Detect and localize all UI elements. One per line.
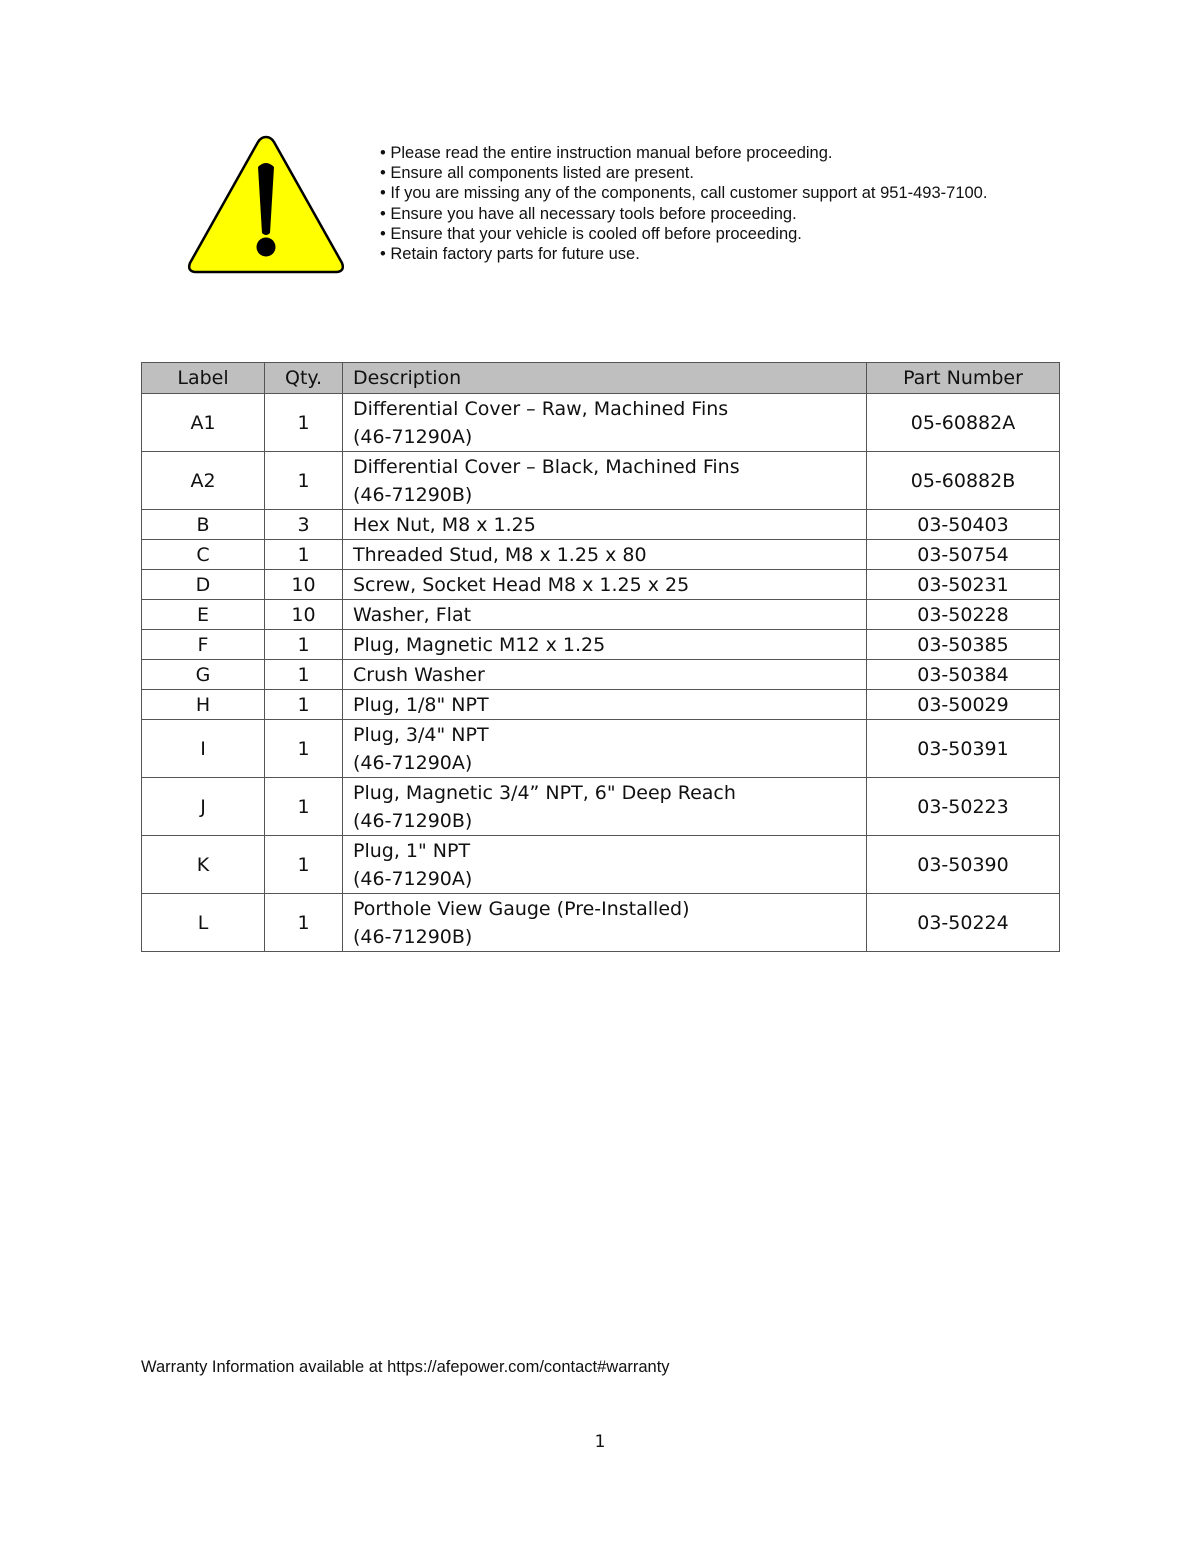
cell-label: A1 xyxy=(142,394,265,452)
table-row xyxy=(142,894,1060,952)
cell-description: Washer, Flat xyxy=(343,600,867,630)
cell-qty: 1 xyxy=(265,540,343,570)
cell-part-number: 03-50384 xyxy=(867,660,1060,690)
cell-label: A2 xyxy=(142,452,265,510)
table-header-row xyxy=(142,363,1060,394)
cell-description: Plug, Magnetic M12 x 1.25 xyxy=(343,630,867,660)
description-line: Differential Cover – Black, Machined Fins xyxy=(353,455,740,478)
cell-description xyxy=(343,394,867,452)
cell-qty: 1 xyxy=(265,836,343,894)
table-row xyxy=(142,600,1060,630)
description-line: Plug, 3/4" NPT xyxy=(353,723,489,746)
warning-note: • Ensure that your vehicle is cooled off before proceeding. xyxy=(380,224,802,243)
cell-description xyxy=(343,452,867,510)
cell-description: Screw, Socket Head M8 x 1.25 x 25 xyxy=(343,570,867,600)
cell-label: C xyxy=(142,540,265,570)
cell-part-number: 03-50224 xyxy=(867,894,1060,952)
cell-description: Plug, 1/8" NPT xyxy=(343,690,867,720)
table-row xyxy=(142,660,1060,690)
cell-description xyxy=(343,836,867,894)
warning-note: • Retain factory parts for future use. xyxy=(380,245,640,264)
cell-part-number: 03-50391 xyxy=(867,720,1060,778)
table-row xyxy=(142,630,1060,660)
cell-description xyxy=(343,720,867,778)
cell-part-number: 03-50231 xyxy=(867,570,1060,600)
cell-part-number: 03-50223 xyxy=(867,778,1060,836)
cell-part-number: 05-60882B xyxy=(867,452,1060,510)
description-line: (46-71290B) xyxy=(353,483,473,506)
cell-qty: 10 xyxy=(265,600,343,630)
cell-label: F xyxy=(142,630,265,660)
cell-description xyxy=(343,778,867,836)
cell-part-number: 03-50403 xyxy=(867,510,1060,540)
cell-label: J xyxy=(142,778,265,836)
cell-qty: 1 xyxy=(265,894,343,952)
cell-part-number: 03-50228 xyxy=(867,600,1060,630)
cell-label: L xyxy=(142,894,265,952)
warning-note: • Please read the entire instruction manual before proceeding. xyxy=(380,144,833,162)
header-qty: Qty. xyxy=(265,363,343,394)
cell-part-number: 03-50390 xyxy=(867,836,1060,894)
cell-label: K xyxy=(142,836,265,894)
cell-label: E xyxy=(142,600,265,630)
cell-description: Hex Nut, M8 x 1.25 xyxy=(343,510,867,540)
table-row xyxy=(142,836,1060,894)
cell-qty: 1 xyxy=(265,452,343,510)
header-description: Description xyxy=(343,363,867,394)
warning-exclamation-icon xyxy=(185,133,347,275)
table-row xyxy=(142,394,1060,452)
cell-part-number: 03-50385 xyxy=(867,630,1060,660)
cell-qty: 1 xyxy=(265,660,343,690)
table-row xyxy=(142,540,1060,570)
description-line: Plug, 1" NPT xyxy=(353,839,471,862)
cell-label: I xyxy=(142,720,265,778)
header-part-number: Part Number xyxy=(867,363,1060,394)
cell-qty: 1 xyxy=(265,690,343,720)
table-row xyxy=(142,570,1060,600)
cell-label: D xyxy=(142,570,265,600)
description-line: Plug, Magnetic 3/4” NPT, 6" Deep Reach xyxy=(353,781,736,804)
description-line: (46-71290B) xyxy=(353,925,473,948)
cell-part-number: 03-50754 xyxy=(867,540,1060,570)
cell-qty: 1 xyxy=(265,778,343,836)
cell-qty: 10 xyxy=(265,570,343,600)
cell-part-number: 05-60882A xyxy=(867,394,1060,452)
table-row xyxy=(142,720,1060,778)
warning-note: • If you are missing any of the components, call customer support at 951-493-7100. xyxy=(380,184,988,203)
parts-table xyxy=(141,362,1060,952)
warning-notes xyxy=(380,143,1140,264)
cell-qty: 1 xyxy=(265,720,343,778)
cell-qty: 3 xyxy=(265,510,343,540)
warranty-info: Warranty Information available at https://afepower.com/contact#warranty xyxy=(141,1358,670,1376)
cell-qty: 1 xyxy=(265,630,343,660)
description-line: Porthole View Gauge (Pre-Installed) xyxy=(353,897,690,920)
description-line: (46-71290B) xyxy=(353,809,473,832)
description-line: (46-71290A) xyxy=(353,425,473,448)
cell-part-number: 03-50029 xyxy=(867,690,1060,720)
cell-description xyxy=(343,894,867,952)
cell-qty: 1 xyxy=(265,394,343,452)
header-label: Label xyxy=(142,363,265,394)
page-number: 1 xyxy=(594,1432,606,1452)
description-line: (46-71290A) xyxy=(353,867,473,890)
cell-description: Threaded Stud, M8 x 1.25 x 80 xyxy=(343,540,867,570)
warning-note: • Ensure all components listed are present. xyxy=(380,164,694,183)
description-line: (46-71290A) xyxy=(353,751,473,774)
description-line: Differential Cover – Raw, Machined Fins xyxy=(353,397,729,420)
table-row xyxy=(142,510,1060,540)
warning-note: • Ensure you have all necessary tools before proceeding. xyxy=(380,204,797,223)
cell-label: B xyxy=(142,510,265,540)
table-row xyxy=(142,452,1060,510)
table-row xyxy=(142,690,1060,720)
cell-label: G xyxy=(142,660,265,690)
cell-label: H xyxy=(142,690,265,720)
cell-description: Crush Washer xyxy=(343,660,867,690)
table-row xyxy=(142,778,1060,836)
